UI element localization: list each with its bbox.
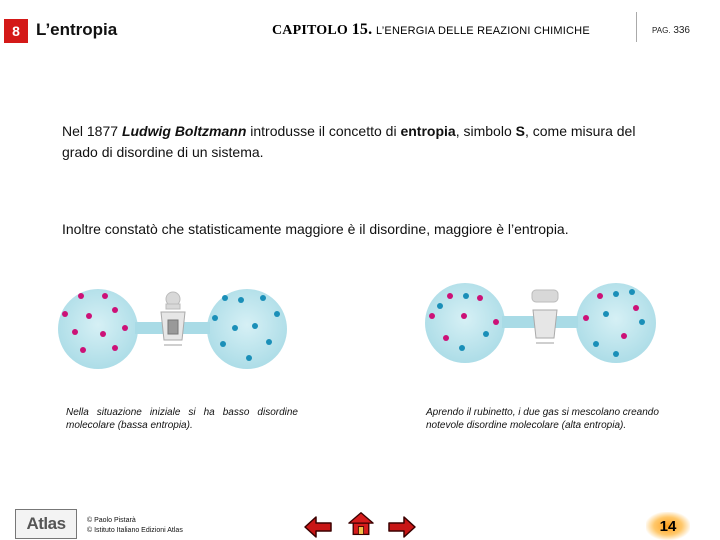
diagram-high-entropy <box>410 278 665 388</box>
home-icon[interactable] <box>346 511 376 537</box>
diagram-low-entropy <box>55 284 300 394</box>
chapter-num: 15. <box>351 21 373 38</box>
text-run: , simbolo <box>455 123 516 139</box>
chapter-heading <box>272 21 590 39</box>
credit-publisher: © Istituto Italiano Edizioni Atlas <box>87 527 183 534</box>
page-number: 14 <box>646 512 690 540</box>
page-label: PAG. <box>652 26 671 35</box>
caption-low-entropy: Nella situazione iniziale si ha basso disordine molecolare (bassa entropia). <box>66 407 298 431</box>
header-divider <box>636 12 637 42</box>
text-run: introdusse il concetto di <box>246 123 401 139</box>
valve-icon <box>161 292 185 346</box>
arrow-right-icon[interactable] <box>387 514 417 540</box>
page-header <box>0 0 720 42</box>
person-name: Ludwig Boltzmann <box>121 123 247 139</box>
paragraph-disorder: Inoltre constatò che statisticamente maggiore è il disordine, maggiore è l’entropia. <box>62 221 569 237</box>
text-run: Nel 1877 <box>62 123 122 139</box>
logo-text: Atlas <box>26 514 66 533</box>
section-title: L’entropia <box>36 20 118 39</box>
chapter-number-badge: 8 <box>4 19 28 43</box>
text-run: , come misura del grado di disordine di un sistema. <box>62 123 636 160</box>
page-reference <box>652 25 690 36</box>
page-value: 336 <box>673 25 690 36</box>
valve-open-icon <box>532 290 558 344</box>
atlas-logo <box>15 509 77 539</box>
page-footer <box>0 500 720 540</box>
chapter-label: CAPITOLO <box>272 23 349 38</box>
symbol-s: S <box>515 123 525 139</box>
credit-author: © Paolo Pistarà <box>87 517 136 524</box>
chapter-subtitle: L’ENERGIA DELLE REAZIONI CHIMICHE <box>376 25 590 37</box>
term-entropia: entropia <box>400 123 456 139</box>
paragraph-boltzmann <box>62 121 662 163</box>
caption-high-entropy: Aprendo il rubinetto, i due gas si mescolano creando notevole disordine molecolare (alta entropia). <box>426 407 659 431</box>
arrow-left-icon[interactable] <box>303 514 333 540</box>
credits <box>87 516 183 536</box>
